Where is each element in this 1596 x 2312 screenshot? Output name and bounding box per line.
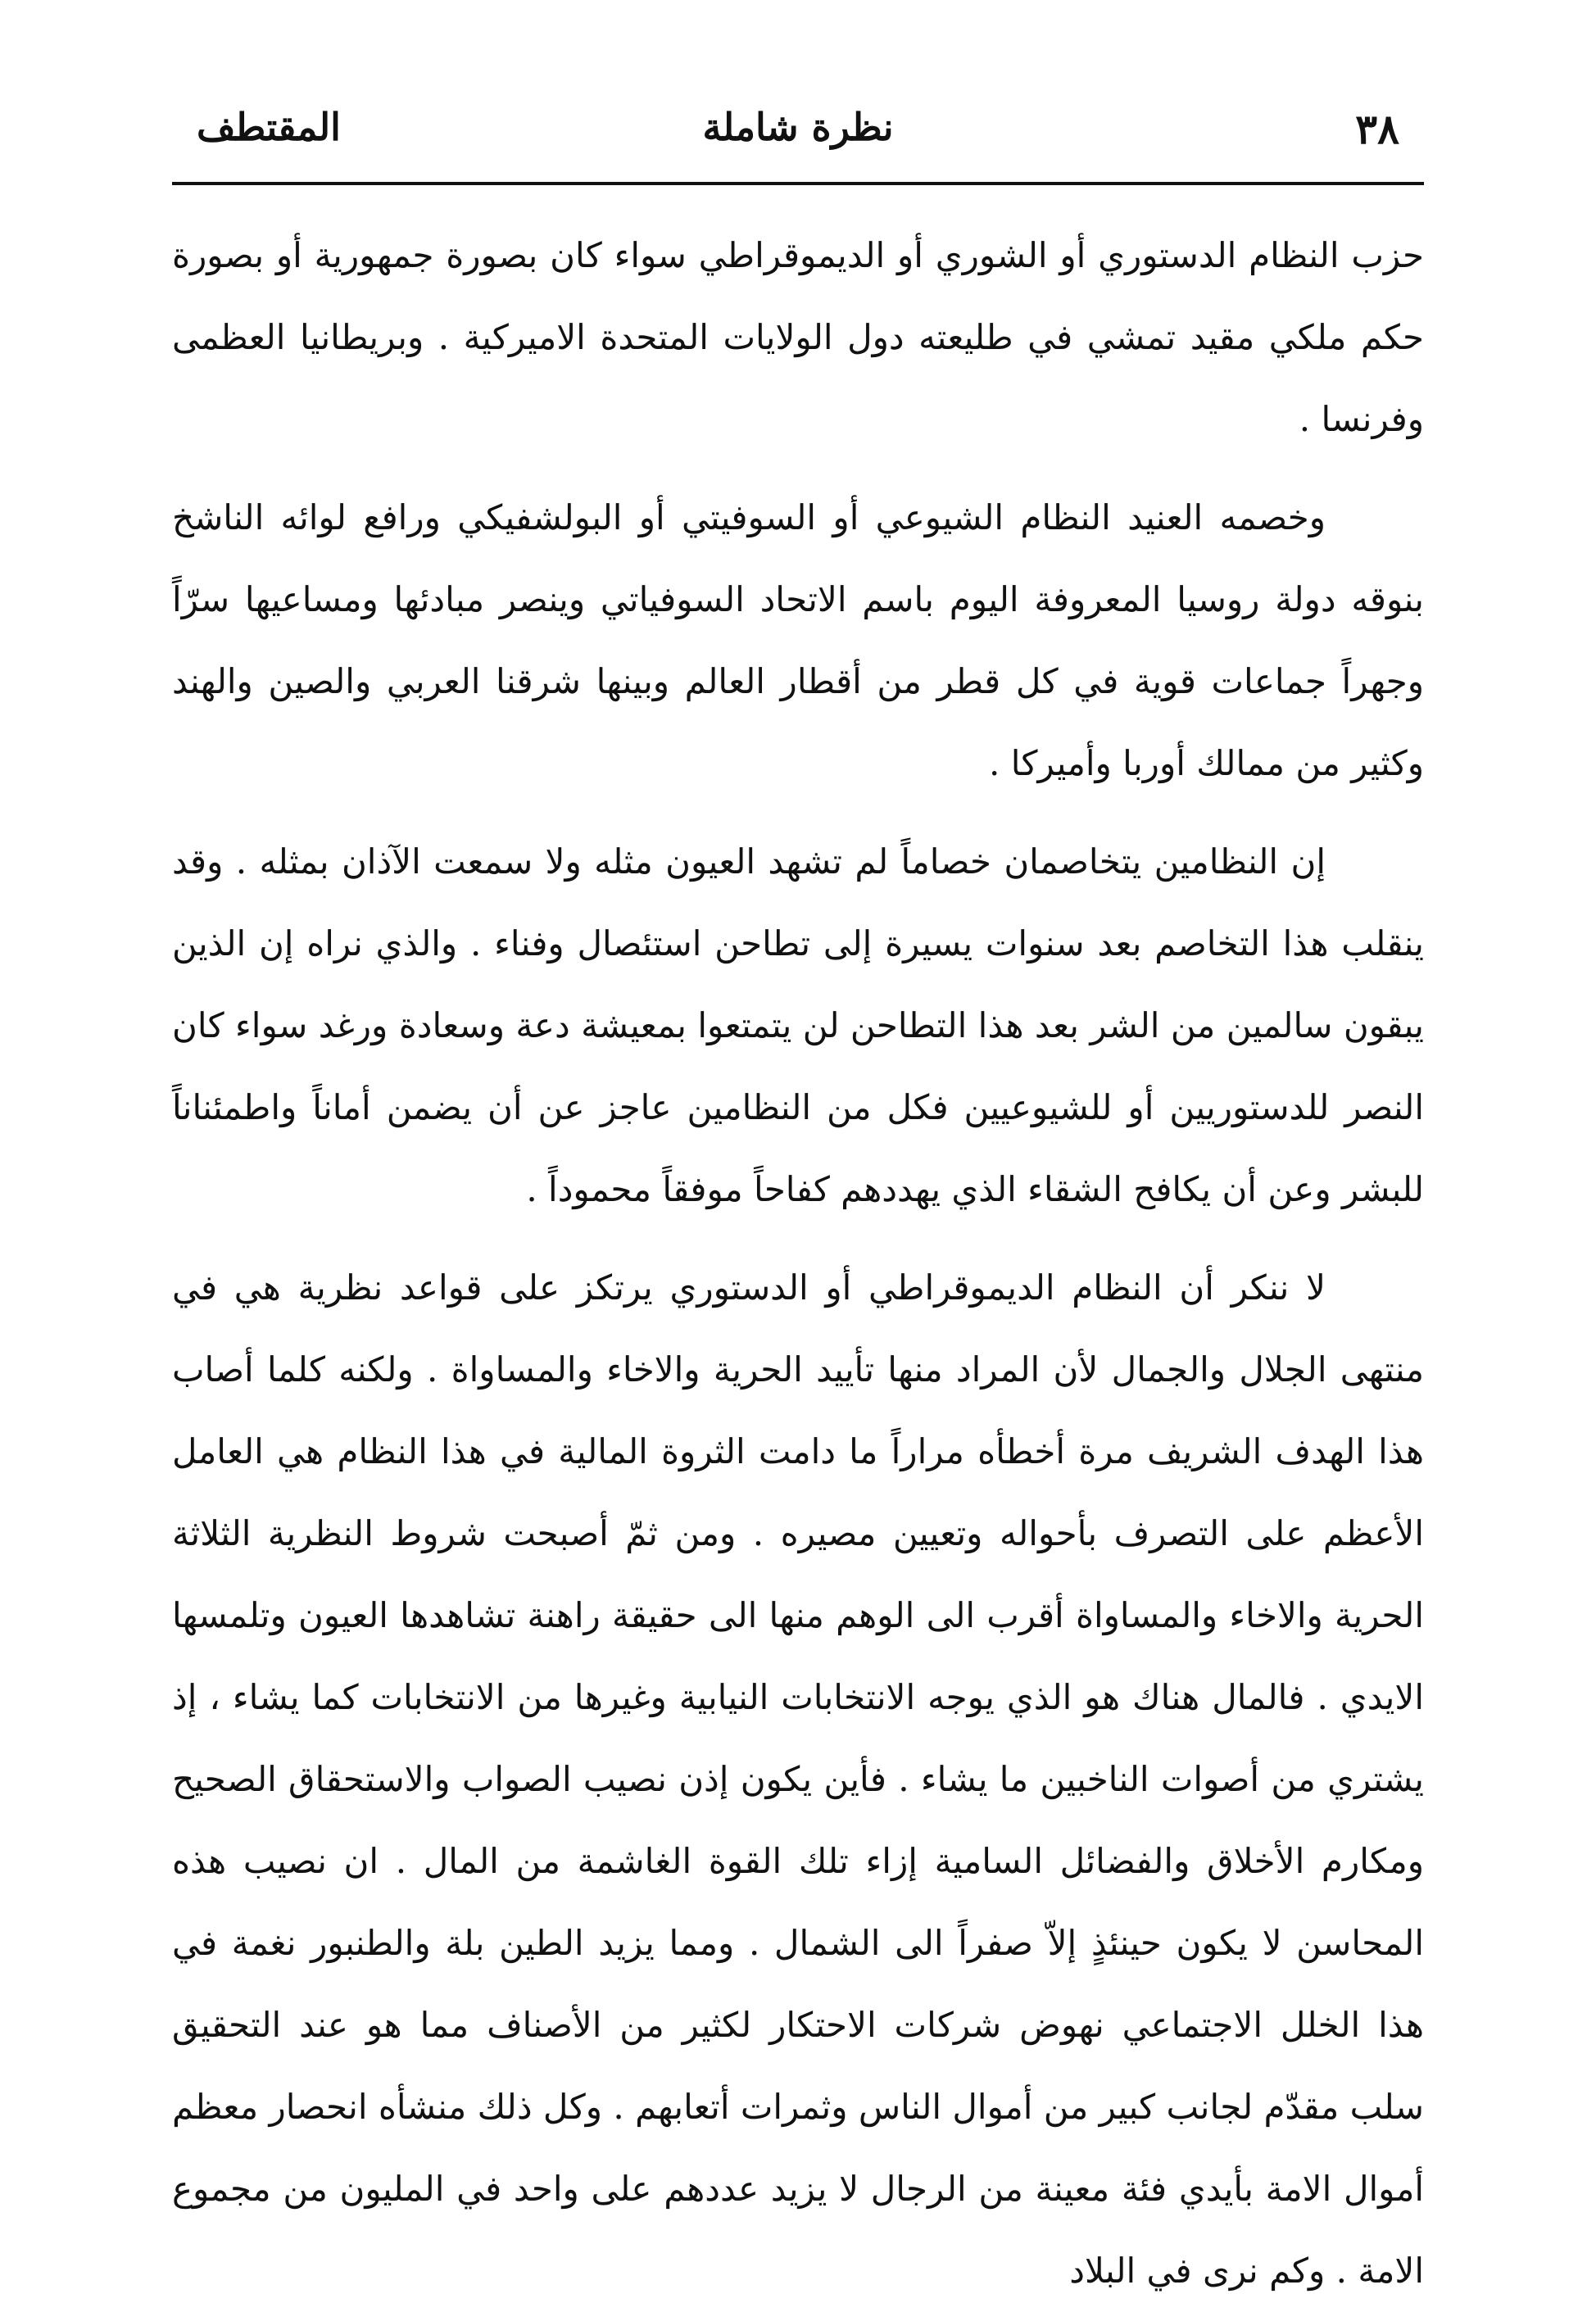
paragraph-2: وخصمه العنيد النظام الشيوعي أو السوفيتي أو البولشفيكي ورافع لوائه الناشخ بنوقه دولة روسيا المعروفة اليوم باسم الاتحاد السوفياتي وينصر مبادئها ومساعيها سرّاً وجهراً جماعات قوية في كل قطر من أقطار العالم وبينها شرقنا العربي والصين والهند وكثير من ممالك أوربا وأميركا . (172, 497, 1424, 783)
page-header (172, 98, 1424, 177)
page-number: ٣٨ (1355, 105, 1399, 153)
paragraph-3: إن النظامين يتخاصمان خصاماً لم تشهد العيون مثله ولا سمعت الآذان بمثله . وقد ينقلب هذا التخاصم بعد سنوات يسيرة إلى تطاحن استئصال وفناء . والذي نراه إن الذين يبقون سالمين من الشر بعد هذا التطاحن لن يتمتعوا بمعيشة دعة وسعادة ورغد سواء كان النصر للدستوريين أو للشيوعيين فكل من النظامين عاجز عن أن يضمن أماناً واطمئناناً للبشر وعن أن يكافح الشقاء الذي يهددهم كفاحاً موفقاً محموداً . (172, 841, 1424, 1209)
header-rule (172, 182, 1424, 185)
paragraph-1: حزب النظام الدستوري أو الشوري أو الديموقراطي سواء كان بصورة جمهورية أو بصورة حكم ملكي مقيد تمشي في طليعته دول الولايات المتحدة الاميركية . وبريطانيا العظمى وفرنسا . (172, 235, 1424, 439)
paragraph-4: لا ننكر أن النظام الديموقراطي أو الدستوري يرتكز على قواعد نظرية هي في منتهى الجلال والجمال لأن المراد منها تأييد الحرية والاخاء والمساواة . ولكنه كلما أصاب هذا الهدف الشريف مرة أخطأه مراراً ما دامت الثروة المالية في هذا النظام هي العامل الأعظم على التصرف بأحواله وتعيين مصيره . ومن ثمّ أصبحت شروط النظرية الثلاثة الحرية والاخاء والمساواة أقرب الى الوهم منها الى حقيقة راهنة تشاهدها العيون وتلمسها الايدي . فالمال هناك هو الذي يوجه الانتخابات النيابية وغيرها من الانتخابات كما يشاء ، إذ يشتري من أصوات الناخبين ما يشاء . فأين يكون إذن نصيب الصواب والاستحقاق الصحيح ومكارم الأخلاق والفضائل السامية إزاء تلك القوة الغاشمة من المال . ان نصيب هذه المحاسن لا يكون حينئذٍ إلاّ صفراً الى الشمال . ومما يزيد الطين بلة والطنبور نغمة في هذا الخلل الاجتماعي نهوض شركات الاحتكار لكثير من الأصناف مما هو عند التحقيق سلب مقدّم لجانب كبير من أموال الناس وثمرات أتعابهم . وكل ذلك منشأه انحصار معظم أموال الامة بأيدي فئة معينة من الرجال لا يزيد عددهم على واحد في المليون من مجموع الامة . وكم نرى في البلاد (172, 1267, 1424, 2291)
article-body (172, 215, 1424, 2312)
journal-name: المقتطف (197, 105, 341, 149)
running-title: نظرة شاملة (702, 105, 894, 149)
